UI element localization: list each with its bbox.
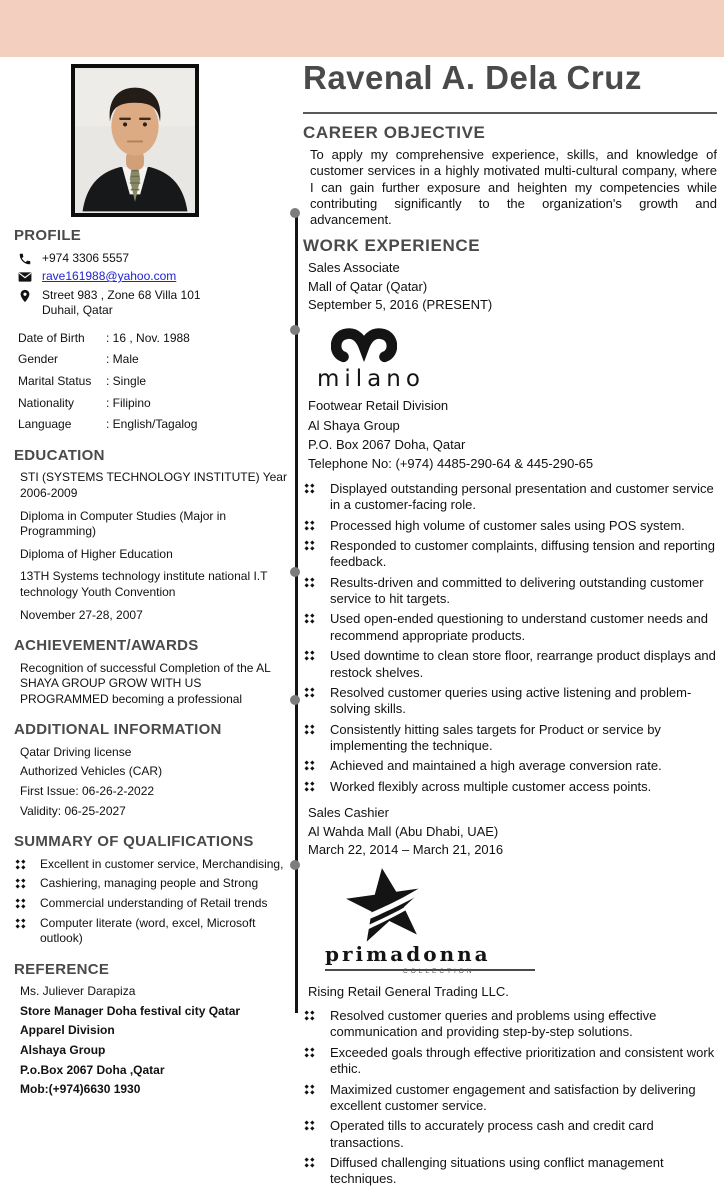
personal-details [14,331,292,433]
diamond-bullet-icon [307,1124,311,1128]
additional-line: Authorized Vehicles (CAR) [20,764,163,779]
bullet-item: Excellent in customer service, Merchandising, [14,857,292,873]
job-role: Sales Cashier [308,805,389,821]
bullet-item: Exceeded goals through effective prioritization and consistent work ethic. [303,1045,717,1078]
company-line: Al Shaya Group [308,417,400,433]
header-band [0,0,724,57]
bullet-item: Diffused challenging situations using conflict management techniques. [303,1155,717,1188]
email-row [14,269,292,285]
achievement-text: Recognition of successful Completion of the AL SHAYA GROUP GROW WITH US PROGRAMMED becoming a professional [20,660,271,706]
detail-row-gender: Gender : Male [18,352,292,368]
primadonna-logo [303,866,717,975]
job-sales-associate [303,260,717,795]
bullet-item: Achieved and maintained a high average conversion rate. [303,758,717,774]
company-line: Rising Retail General Trading LLC. [308,983,509,999]
diamond-bullet-icon [307,523,311,527]
bullet-item: Results-driven and committed to delivering outstanding customer service to hit targets. [303,575,717,608]
phone-icon [18,252,32,266]
diamond-bullet-icon [18,921,22,925]
education-item: November 27-28, 2007 [20,607,143,622]
bullet-item: Resolved customer queries using active listening and problem-solving skills. [303,685,717,718]
phone-number: +974 3306 5557 [42,250,130,265]
left-column [14,226,292,1102]
address-line2: Duhail, Qatar [42,303,113,318]
summary-bullet-list [14,857,292,947]
bullet-item: Displayed outstanding personal presentation and customer service in a customer-facing role. [303,481,717,514]
section-title-education: EDUCATION [14,446,105,464]
bullet-item: Used open-ended questioning to understand customer needs and recommend appropriate products. [303,611,717,644]
diamond-bullet-icon [307,654,311,658]
timeline-dot [290,695,300,705]
education-list [14,470,292,623]
reference-line: Ms. Juliever Darapiza [20,984,136,999]
diamond-bullet-icon [307,1087,311,1091]
profile-photo [71,64,199,217]
mail-icon [18,270,32,284]
section-title-additional: ADDITIONAL INFORMATION [14,721,222,739]
section-title-career-objective: CAREER OBJECTIVE [303,122,486,142]
company-line: P.O. Box 2067 Doha, Qatar [308,437,466,453]
bullet-item: Consistently hitting sales targets for Product or service by implementing the technique. [303,722,717,755]
company-info [303,398,717,473]
bullet-item: Computer literate (word, excel, Microsoft outlook) [14,916,292,947]
bullet-item: Commercial understanding of Retail trends [14,896,292,912]
diamond-bullet-icon [307,1050,311,1054]
timeline-dot [290,208,300,218]
section-title-summary: SUMMARY OF QUALIFICATIONS [14,833,254,851]
section-title-reference: REFERENCE [14,960,110,978]
primadonna-subtext: COLLECTION [403,967,475,975]
detail-row-nationality: Nationality : Filipino [18,396,292,412]
diamond-bullet-icon [307,690,311,694]
address-line1: Street 983 , Zone 68 Villa 101 [42,287,201,302]
phone-row [14,251,292,267]
company-info [303,984,717,1000]
location-pin-icon [18,289,32,303]
diamond-bullet-icon [307,1013,311,1017]
job-sales-cashier [303,805,717,1188]
section-title-profile: PROFILE [14,227,82,244]
reference-line: Store Manager Doha festival city Qatar [20,1003,241,1018]
diamond-bullet-icon [307,784,311,788]
bullet-item: Worked flexibly across multiple customer access points. [303,779,717,795]
diamond-bullet-icon [307,617,311,621]
job-dates: September 5, 2016 (PRESENT) [308,297,493,313]
milano-logo [303,319,717,394]
bullet-item: Processed high volume of customer sales using POS system. [303,518,717,534]
diamond-bullet-icon [307,543,311,547]
detail-row-language: Language : English/Tagalog [18,417,292,433]
primadonna-star-icon [341,866,433,942]
job-location: Mall of Qatar (Qatar) [308,278,428,294]
reference-line: Alshaya Group [20,1043,106,1057]
job-header [303,260,717,313]
job-header [303,805,717,858]
job-role: Sales Associate [308,260,400,276]
diamond-bullet-icon [307,764,311,768]
job-bullet-list [303,1008,717,1188]
additional-line: Qatar Driving license [20,744,132,759]
detail-row-marital: Marital Status : Single [18,374,292,390]
company-line: Footwear Retail Division [308,398,449,414]
primadonna-wordmark-wrap [325,942,535,970]
bullet-item: Used downtime to clean store floor, rearrange product displays and restock shelves. [303,648,717,681]
diamond-bullet-icon [307,1160,311,1164]
reference-line: Apparel Division [20,1023,115,1038]
timeline-dot [290,860,300,870]
section-title-achievement: ACHIEVEMENT/AWARDS [14,637,199,655]
job-bullet-list [303,481,717,795]
milano-wordmark: milano [317,366,425,393]
education-item: Diploma in Computer Studies (Major in Programming) [20,508,227,539]
job-location: Al Wahda Mall (Abu Dhabi, UAE) [308,823,499,839]
bullet-item: Cashiering, managing people and Strong [14,876,292,892]
education-item: Diploma of Higher Education [20,546,173,561]
timeline-dot [290,567,300,577]
right-column [303,57,717,1198]
page-title-name: Ravenal A. Dela Cruz [303,59,642,96]
bullet-item: Maximized customer engagement and satisfaction by delivering excellent customer service. [303,1082,717,1115]
address-row [14,288,292,319]
diamond-bullet-icon [18,901,22,905]
reference-line: Mob:(+974)6630 1930 [20,1082,141,1097]
timeline-dot [290,325,300,335]
job-dates: March 22, 2014 – March 21, 2016 [308,841,504,857]
email-link[interactable]: rave161988@yahoo.com [42,269,177,284]
reference-line: P.o.Box 2067 Doha ,Qatar [20,1062,165,1077]
bullet-item: Operated tills to accurately process cash and credit card transactions. [303,1118,717,1151]
additional-line: Validity: 06-25-2027 [20,803,126,818]
diamond-bullet-icon [18,882,22,886]
diamond-bullet-icon [307,580,311,584]
company-line: Telephone No: (+974) 4485-290-64 & 445-290-65 [308,456,594,472]
bullet-item: Resolved customer queries and problems using effective communication and providing step-by-step solutions. [303,1008,717,1041]
milano-emblem-icon [331,319,397,365]
portrait-placeholder-image [75,68,195,213]
bullet-item: Responded to customer complaints, diffusing tension and reporting feedback. [303,538,717,571]
diamond-bullet-icon [307,486,311,490]
name-underline-rule [303,112,717,114]
address-text [42,288,201,319]
primadonna-wordmark: primadonna [325,942,491,967]
diamond-bullet-icon [18,862,22,866]
detail-row-dob: Date of Birth : 16 , Nov. 1988 [18,331,292,347]
education-item: 13TH Systems technology institute national I.T technology Youth Convention [20,569,268,599]
career-objective-text: To apply my comprehensive experience, skills, and knowledge of customer services in a highly motivated multi-cultural company, where I can gain further exposure and heighten my competencies while contributing significantly to the organization's growth and advancement. [310,146,717,228]
reference-block [14,984,292,1098]
additional-list [14,745,292,819]
additional-line: First Issue: 06-26-2-2022 [20,784,155,799]
diamond-bullet-icon [307,727,311,731]
education-item: STI (SYSTEMS TECHNOLOGY INSTITUTE) Year 2006-2009 [20,470,287,500]
section-title-work-experience: WORK EXPERIENCE [303,235,481,255]
